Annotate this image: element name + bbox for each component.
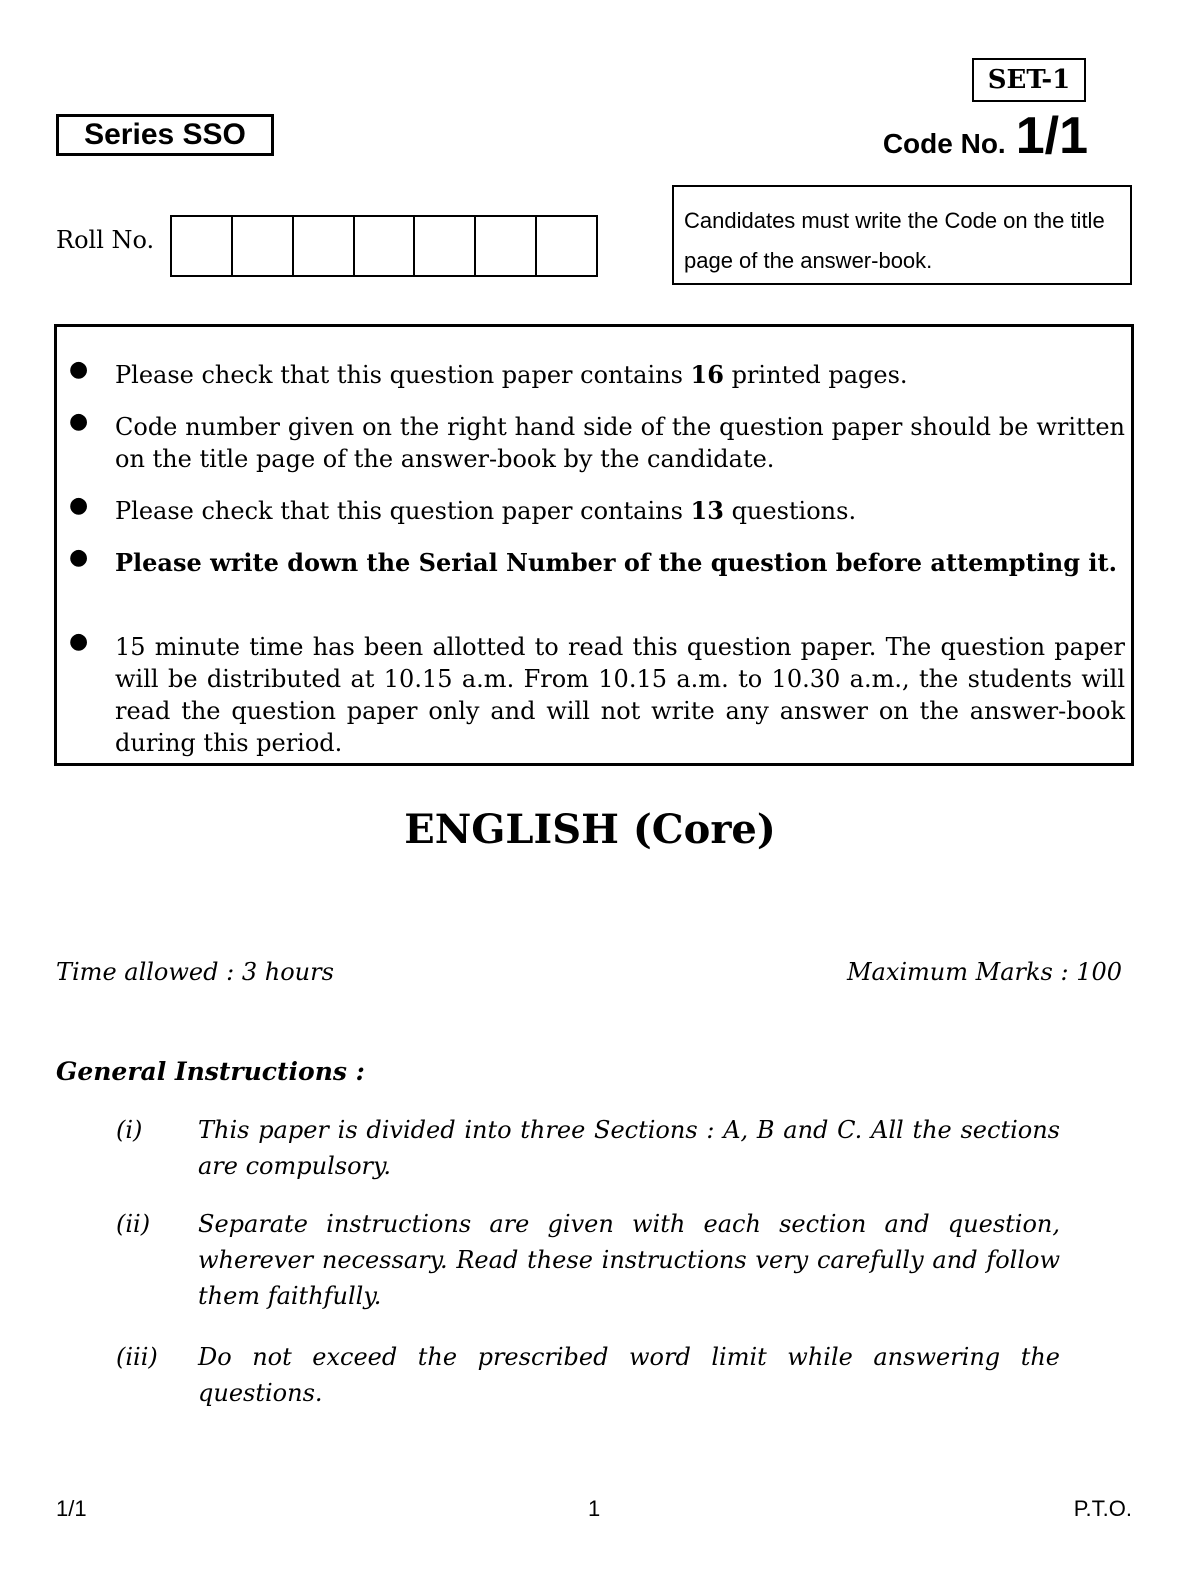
instruction-text: Separate instructions are given with each section and question, wherever necessary. Read these instructions very carefully and follow them faithfully. xyxy=(198,1210,1060,1310)
instruction-number: (i) xyxy=(116,1116,143,1144)
instruction-text: Do not exceed the prescribed word limit while answering the questions. xyxy=(198,1343,1060,1407)
code-label: Code No. xyxy=(882,128,1006,159)
subject-title: ENGLISH (Core) xyxy=(404,806,776,853)
code-value: 1/1 xyxy=(1015,107,1088,165)
candidate-code-note: Candidates must write the Code on the title page of the answer-book. xyxy=(672,185,1132,285)
note-text: Code number given on the right hand side of the question paper should be written on the title page of the answer-book by the candidate. xyxy=(115,413,1125,473)
note-text: printed pages. xyxy=(723,361,908,389)
roll-no-box xyxy=(294,217,355,275)
roll-no-box xyxy=(476,217,537,275)
page-number: 1 xyxy=(588,1496,601,1521)
time-allowed: Time allowed : 3 hours xyxy=(56,958,334,986)
instruction-number: (iii) xyxy=(116,1343,158,1371)
bullet-icon: ● xyxy=(69,409,89,434)
check-notes-box xyxy=(54,324,1134,766)
instruction-text: This paper is divided into three Sections : A, B and C. All the sections are compulsory. xyxy=(198,1116,1060,1180)
code-number xyxy=(883,106,1088,166)
roll-no-box xyxy=(415,217,476,275)
bullet-icon: ● xyxy=(69,357,89,382)
roll-no-box xyxy=(355,217,416,275)
set-label: SET-1 xyxy=(972,58,1086,102)
note-bold: Please write down the Serial Number of the question before attempting it. xyxy=(115,548,1117,577)
note-text: Please check that this question paper contains xyxy=(115,497,691,525)
pto-label: P.T.O. xyxy=(1073,1496,1132,1521)
roll-no-box xyxy=(537,217,596,275)
general-instructions-heading: General Instructions : xyxy=(56,1057,365,1086)
note-bold: 13 xyxy=(690,496,724,525)
roll-no-boxes xyxy=(170,215,598,277)
footer-code: 1/1 xyxy=(56,1496,87,1521)
note-bold: 16 xyxy=(690,360,724,389)
bullet-icon: ● xyxy=(69,629,89,654)
roll-no-box xyxy=(172,217,233,275)
roll-no-box xyxy=(233,217,294,275)
bullet-icon: ● xyxy=(69,493,89,518)
maximum-marks: Maximum Marks : 100 xyxy=(846,958,1122,986)
roll-no-label: Roll No. xyxy=(56,226,155,254)
bullet-icon: ● xyxy=(69,545,89,570)
instruction-number: (ii) xyxy=(116,1210,151,1238)
note-text: 15 minute time has been allotted to read this question paper. The question paper will be distributed at 10.15 a.m. From 10.15 a.m. to 10.30 a.m., the students will read the question paper only and will not write any answer on the answer-book during this period. xyxy=(115,633,1125,757)
note-text: Please check that this question paper contains xyxy=(115,361,691,389)
series-label: Series SSO xyxy=(56,114,274,156)
note-text: questions. xyxy=(723,497,857,525)
